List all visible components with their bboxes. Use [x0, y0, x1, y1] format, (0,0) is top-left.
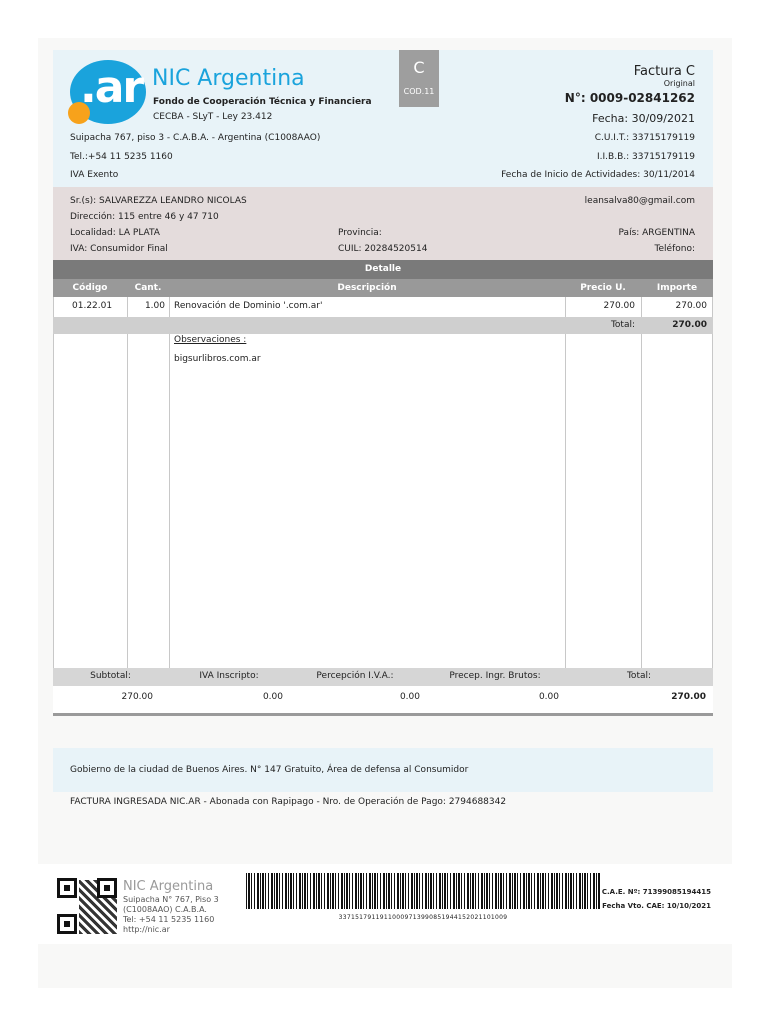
- client-name: Sr.(s): SALVAREZZA LEANDRO NICOLAS: [70, 196, 247, 206]
- client-address: Dirección: 115 entre 46 y 47 710: [70, 212, 219, 222]
- consumer-notice: Gobierno de la ciudad de Buenos Aires. N° 147 Gratuito, Área de defensa al Consumidor: [70, 765, 469, 775]
- detail-title: Detalle: [364, 264, 402, 274]
- payment-note: FACTURA INGRESADA NIC.AR - Abonada con Rapipago - Nro. de Operación de Pago: 2794688342: [70, 797, 507, 807]
- item-qty: 1.00: [144, 301, 165, 311]
- brand-name: NIC Argentina: [152, 66, 305, 91]
- table-total-label: Total:: [610, 320, 635, 330]
- client-phone: Teléfono:: [654, 244, 695, 254]
- issuer-tel: Tel.:+54 11 5235 1160: [70, 152, 173, 162]
- table-border-right: [712, 297, 713, 668]
- issuer-cuit: C.U.I.T.: 33715179119: [594, 133, 695, 143]
- invoice-letter-box: [399, 50, 439, 107]
- col-desc: Descripción: [337, 283, 397, 293]
- table-total-value: 270.00: [672, 320, 707, 330]
- col-divider: [641, 297, 642, 668]
- org-name: Fondo de Cooperación Técnica y Financiera: [153, 97, 372, 107]
- item-description: Renovación de Dominio '.com.ar': [174, 301, 323, 311]
- col-divider: [127, 297, 128, 668]
- invoice-date: Fecha: 30/09/2021: [592, 112, 695, 125]
- cae-number: C.A.E. Nº: 71399085194415: [601, 888, 711, 896]
- doc-type: Factura C: [633, 64, 695, 79]
- col-code: Código: [72, 283, 108, 293]
- barcode-icon: [246, 873, 600, 909]
- footer-addr1: Suipacha N° 767, Piso 3: [123, 895, 219, 904]
- col-amount: Importe: [656, 283, 698, 293]
- observations-value: bigsurlibros.com.ar: [174, 354, 261, 364]
- barcode-number: 33715179119110009713990851944152021101009: [338, 914, 508, 921]
- summary-total-label: Total:: [626, 671, 652, 681]
- item-unit-price: 270.00: [603, 301, 635, 311]
- col-qty: Cant.: [134, 283, 162, 293]
- summary-subtotal-value: 270.00: [121, 692, 153, 702]
- invoice-cod: COD.11: [403, 87, 435, 96]
- client-locality: Localidad: LA PLATA: [70, 228, 160, 238]
- issuer-iibb: I.I.B.B.: 33715179119: [597, 152, 695, 162]
- summary-iva-value: 0.00: [262, 692, 283, 702]
- col-divider: [169, 297, 170, 668]
- footer-address: [123, 895, 219, 935]
- item-amount: 270.00: [675, 301, 707, 311]
- summary-iibb-value: 0.00: [538, 692, 559, 702]
- footer-brand: NIC Argentina: [123, 879, 214, 894]
- footer-tel: Tel: +54 11 5235 1160: [123, 915, 215, 924]
- item-code: 01.22.01: [72, 301, 113, 311]
- activity-start: Fecha de Inicio de Actividades: 30/11/2014: [501, 170, 695, 180]
- footer-web: http://nic.ar: [123, 925, 170, 934]
- col-unit: Precio U.: [580, 283, 626, 293]
- issuer-iva: IVA Exento: [70, 170, 119, 180]
- client-province: Provincia:: [338, 228, 382, 238]
- table-border-left: [53, 297, 54, 668]
- invoice-letter: C: [413, 58, 425, 77]
- footer-addr2: (C1008AAO) C.A.B.A.: [123, 905, 207, 914]
- summary-iibb-label: Precep. Ingr. Brutos:: [449, 671, 541, 681]
- org-sub: CECBA - SLyT - Ley 23.412: [153, 112, 273, 122]
- doc-copy: Original: [663, 79, 695, 88]
- summary-subtotal-label: Subtotal:: [90, 671, 131, 681]
- detail-header-row: [53, 279, 713, 297]
- client-cuil: CUIL: 20284520514: [338, 244, 428, 254]
- summary-total-value: 270.00: [671, 692, 706, 702]
- client-iva: IVA: Consumidor Final: [70, 244, 168, 254]
- summary-perc-iva-label: Percepción I.V.A.:: [316, 671, 394, 681]
- col-divider: [565, 297, 566, 668]
- summary-iva-label: IVA Inscripto:: [199, 671, 259, 681]
- client-country: País: ARGENTINA: [618, 228, 695, 238]
- client-email: leansalva80@gmail.com: [584, 196, 695, 206]
- qr-code-icon: [57, 878, 119, 936]
- detail-title-bar: [53, 260, 713, 279]
- observations-label: Observaciones :: [174, 335, 247, 345]
- summary-perc-iva-value: 0.00: [399, 692, 420, 702]
- invoice-number: N°: 0009-02841262: [564, 91, 695, 105]
- issuer-address: Suipacha 767, piso 3 - C.A.B.A. - Argentina (C1008AAO): [70, 133, 321, 143]
- detail-body: [53, 297, 713, 668]
- logo-text: .ar: [80, 62, 143, 113]
- cae-due-date: Fecha Vto. CAE: 10/10/2021: [602, 902, 711, 910]
